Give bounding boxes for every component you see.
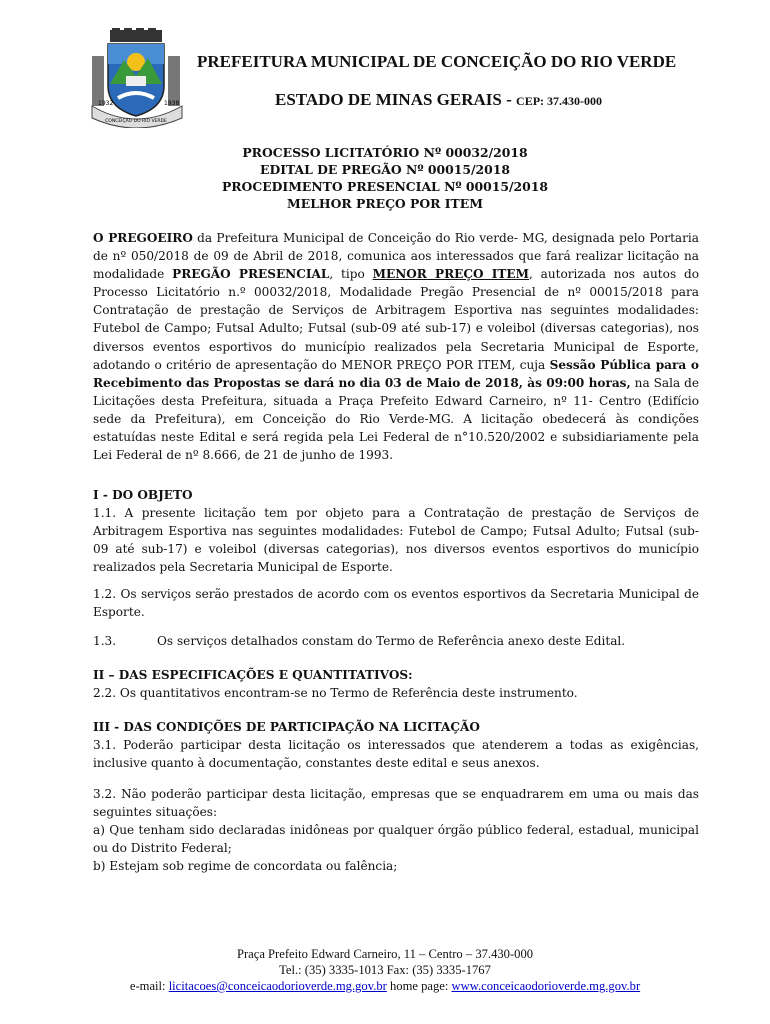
intro-text-1: da Prefeitura Municipal de Conceição do Rio verde- MG, designada pelo Portaria de nº 050/2018 de 09 de Abril de 2018, comunica aos interessados que fará realizar licitação na modalidade <box>93 231 699 282</box>
svg-text:1938: 1938 <box>164 100 180 107</box>
document-headings <box>0 144 770 212</box>
paragraph-1-2: 1.2. Os serviços serão prestados de acordo com os eventos esportivos da Secretaria Municipal de Esporte. <box>93 587 699 620</box>
paragraph-1-1: 1.1. A presente licitação tem por objeto para a Contratação de prestação de Serviços de Arbitragem Esportiva nas seguintes modalidades: Futebol de Campo; Futsal Adulto; Futsal (sub-09 até sub-17) e voleibol (diversas categorias), nos diversos eventos esportivos do município realizados pela Secretaria Municipal de Esporte. <box>93 506 699 575</box>
municipal-crest-icon <box>90 28 186 128</box>
footer-address: Praça Prefeito Edward Carneiro, 11 – Centro – 37.430-000 <box>236 947 534 961</box>
section-3 <box>93 718 699 772</box>
cep-label: CEP: 37.430-000 <box>516 94 603 108</box>
section-3-title: III - DAS CONDIÇÕES DE PARTICIPAÇÃO NA LICITAÇÃO <box>93 720 480 734</box>
svg-text:1932: 1932 <box>98 100 114 107</box>
process-number: PROCESSO LICITATÓRIO Nº 00032/2018 <box>242 145 528 160</box>
homepage-link[interactable]: www.conceicaodorioverde.mg.gov.br <box>451 979 641 993</box>
svg-text:CONCEIÇÃO DO RIO VERDE: CONCEIÇÃO DO RIO VERDE <box>105 119 167 124</box>
intro-tipo: MENOR PREÇO ITEM <box>372 267 529 282</box>
state-dash: - <box>501 90 517 109</box>
item-a: a) Que tenham sido declaradas inidôneas por qualquer órgão público federal, estadual, municipal ou do Distrito Federal; <box>93 823 699 856</box>
section-1-title: I - DO OBJETO <box>93 488 193 502</box>
item-b: b) Estejam sob regime de concordata ou falência; <box>93 859 398 874</box>
footer-contact <box>0 978 770 994</box>
intro-paragraph <box>93 229 699 464</box>
footer-phone: Tel.: (35) 3335-1013 Fax: (35) 3335-1767 <box>279 963 491 977</box>
email-link[interactable]: licitacoes@conceicaodorioverde.mg.gov.br <box>168 979 387 993</box>
footer <box>0 946 770 994</box>
intro-sessao: Sessão Pública para o Recebimento das Propostas se dará no dia 03 de Maio de 2018, às 09:00 horas, <box>93 357 699 390</box>
paragraph-1-3-number: 1.3. <box>93 634 117 648</box>
paragraph-1-3-text: Os serviços detalhados constam do Termo de Referência anexo deste Edital. <box>157 634 626 648</box>
paragraph-3-2: 3.2. Não poderão participar desta licitação, empresas que se enquadrarem em uma ou mais das seguintes situações: <box>93 787 699 820</box>
edital-number: EDITAL DE PREGÃO Nº 00015/2018 <box>260 162 510 177</box>
home-label: home page: <box>386 979 452 993</box>
section-1 <box>93 486 699 576</box>
intro-text-3: , autorizada nos autos do Processo Licitatório n.º 00032/2018, Modalidade Pregão Presencial de nº 00015/2018 para Contratação de prestação de Serviços de Arbitragem Esportiva nas seguintes modalidades: Futebol de Campo; Futsal Adulto; Futsal (sub-09 até sub-17) e voleibol (diversas categorias), nos diversos eventos esportivos do município realizados pela Secretaria Municipal de Esporte, adotando o critério de apresentação do MENOR PREÇO POR ITEM, cuja <box>93 267 699 372</box>
intro-lead: O PREGOEIRO <box>93 231 193 245</box>
paragraph-1-3 <box>93 632 699 650</box>
state-line <box>275 90 602 110</box>
intro-text-2: , tipo <box>329 267 373 282</box>
municipality-title: PREFEITURA MUNICIPAL DE CONCEIÇÃO DO RIO VERDE <box>197 52 677 71</box>
section-2-title: II – DAS ESPECIFICAÇÕES E QUANTITATIVOS: <box>93 668 413 682</box>
state-name: ESTADO DE MINAS GERAIS <box>275 90 502 109</box>
paragraph-3-1: 3.1. Poderão participar desta licitação os interessados que atenderem a todas as exigências, inclusive quanto à documentação, constantes deste edital e seus anexos. <box>93 738 699 771</box>
paragraph-2-2: 2.2. Os quantitativos encontram-se no Termo de Referência deste instrumento. <box>93 686 578 701</box>
procedure-number: PROCEDIMENTO PRESENCIAL Nº 00015/2018 <box>221 179 549 194</box>
section-2 <box>93 666 699 702</box>
email-label: e-mail: <box>129 979 169 993</box>
section-3-2 <box>93 785 699 875</box>
letterhead <box>90 28 730 128</box>
intro-text-4: na Sala de Licitações desta Prefeitura, situada a Praça Prefeito Edward Carneiro, nº 11- Centro (Edifício sede da Prefeitura), em Conceição do Rio Verde-MG. A licitação obedecerá às condições estatuídas neste Edital e será regida pela Lei Federal de n°10.520/2002 e subsidiariamente pela Lei Federal de nº 8.666, de 21 de junho de 1993. <box>93 375 699 463</box>
intro-modalidade: PREGÃO PRESENCIAL <box>172 267 330 282</box>
criterion: MELHOR PREÇO POR ITEM <box>287 196 483 211</box>
